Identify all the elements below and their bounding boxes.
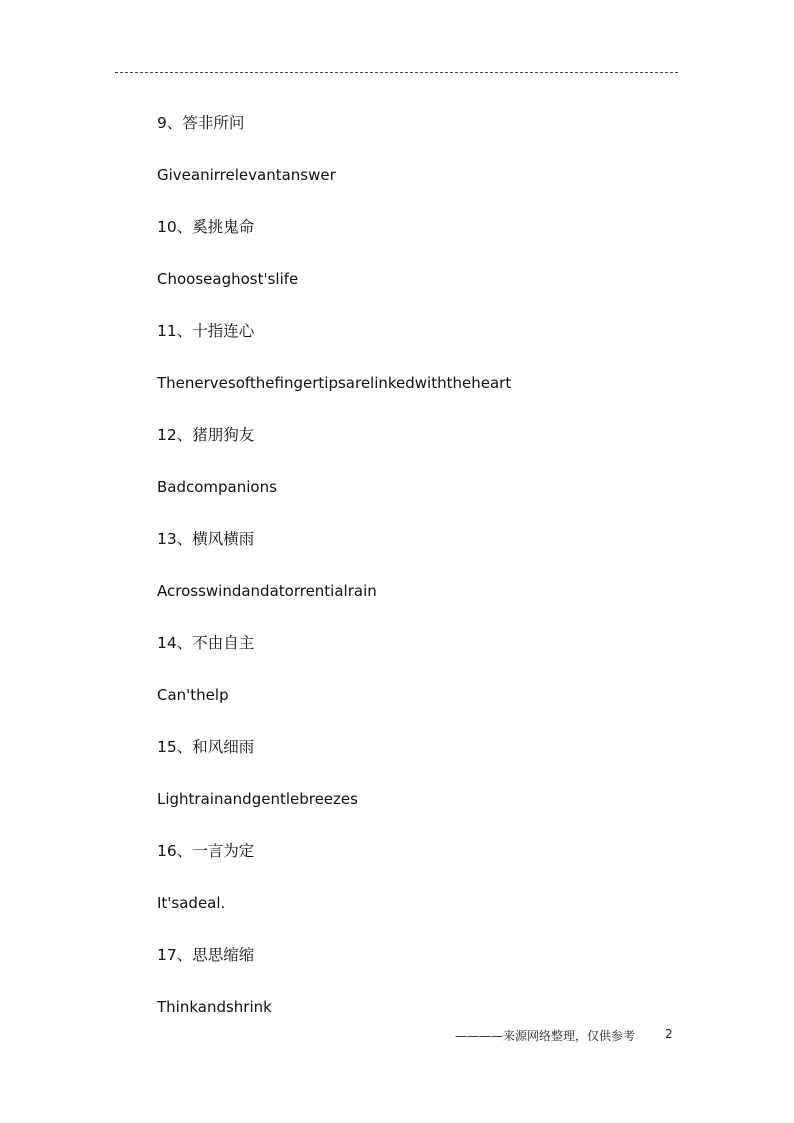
idiom-english: Can'thelp — [157, 686, 229, 704]
idiom-english: Acrosswindandatorrentialrain — [157, 582, 377, 600]
idiom-chinese: 9、答非所问 — [157, 114, 245, 132]
idiom-chinese: 17、思思缩缩 — [157, 946, 255, 964]
idiom-chinese: 16、一言为定 — [157, 842, 255, 860]
footer-source-note: ————来源网络整理，仅供参考 — [455, 1029, 636, 1043]
idiom-entry-16 — [157, 832, 717, 936]
idiom-chinese: 14、不由自主 — [157, 634, 255, 652]
header-dashed-rule — [115, 72, 678, 73]
idiom-entry-13 — [157, 520, 717, 624]
idiom-chinese: 10、奚挑鬼命 — [157, 218, 255, 236]
idiom-chinese: 13、横风横雨 — [157, 530, 255, 548]
idiom-chinese: 15、和风细雨 — [157, 738, 255, 756]
idiom-english: Giveanirrelevantanswer — [157, 166, 336, 184]
idiom-english: It'sadeal. — [157, 894, 226, 912]
idiom-english: Badcompanions — [157, 478, 277, 496]
idiom-list — [157, 104, 717, 1040]
page-footer — [455, 1027, 695, 1047]
idiom-entry-9 — [157, 104, 717, 208]
page-number: 2 — [665, 1027, 673, 1041]
idiom-english: Thinkandshrink — [157, 998, 272, 1016]
idiom-entry-10 — [157, 208, 717, 312]
idiom-english: Chooseaghost'slife — [157, 270, 299, 288]
idiom-english: Lightrainandgentlebreezes — [157, 790, 358, 808]
idiom-chinese: 12、猪朋狗友 — [157, 426, 255, 444]
idiom-entry-14 — [157, 624, 717, 728]
idiom-entry-11 — [157, 312, 717, 416]
idiom-entry-15 — [157, 728, 717, 832]
idiom-english: Thenervesofthefingertipsarelinkedwiththeheart — [157, 374, 512, 392]
idiom-entry-17 — [157, 936, 717, 1040]
idiom-chinese: 11、十指连心 — [157, 322, 255, 340]
idiom-entry-12 — [157, 416, 717, 520]
